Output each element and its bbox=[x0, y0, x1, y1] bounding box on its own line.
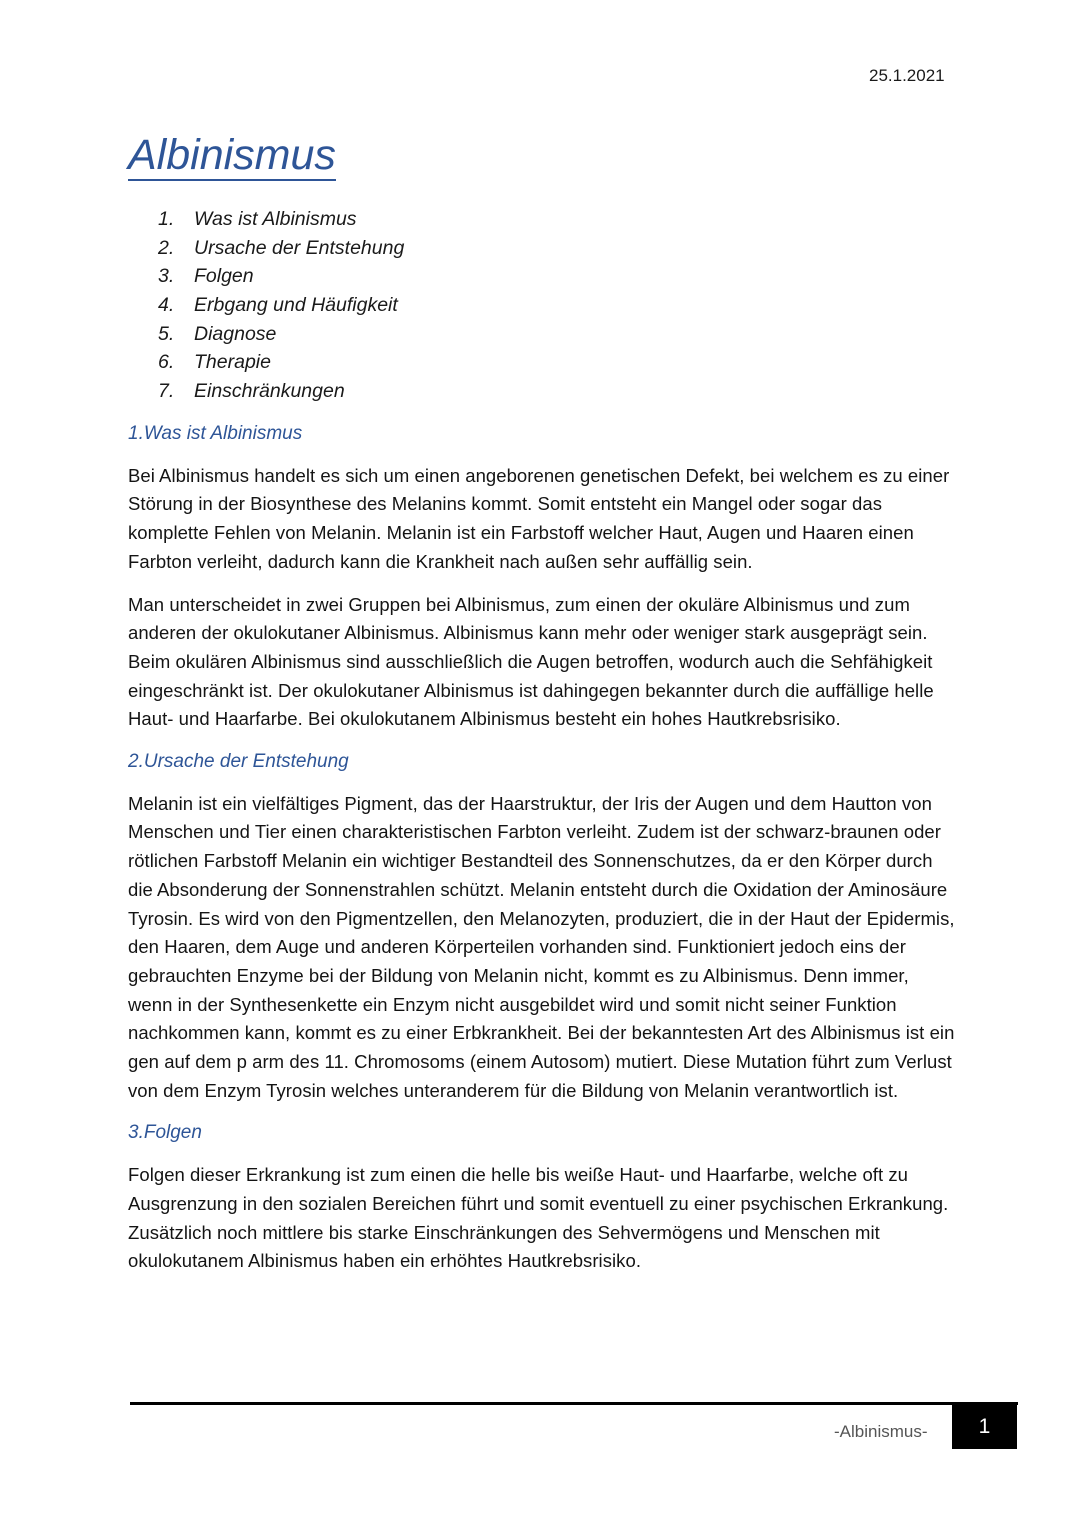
toc-item-number: 2. bbox=[158, 236, 175, 259]
toc-item bbox=[158, 377, 404, 406]
toc-item-number: 1. bbox=[158, 208, 175, 230]
toc-item-number: 3. bbox=[158, 265, 175, 288]
page-number: 1 bbox=[952, 1404, 1017, 1449]
footer-divider bbox=[130, 1402, 1018, 1405]
toc-item-label: Einschränkungen bbox=[194, 380, 345, 403]
paragraph: Man unterscheidet in zwei Gruppen bei Albinismus, zum einen der okuläre Albinismus und zum anderen der okulokutaner Albinismus. Albinismus kann mehr oder weniger stark ausgeprägt sein. Beim okulären Albinismus sind ausschließlich die Augen betroffen, wodurch auch die Sehfähigkeit eingeschränkt ist. Der okulokutaner Albinismus ist dahingegen bekannter durch die auffällige helle Haut- und Haarfarbe. Bei okulokutanem Albinismus besteht ein hohes Hautkrebsrisiko. bbox=[128, 593, 934, 730]
toc-item bbox=[158, 205, 404, 234]
section-heading: 2.Ursache der Entstehung bbox=[128, 751, 349, 773]
toc-item-label: Therapie bbox=[194, 351, 271, 374]
paragraph: Bei Albinismus handelt es sich um einen angeborenen genetischen Defekt, bei welchem es zu einer Störung in der Biosynthese des Melanins kommt. Somit entsteht ein Mangel oder sogar das komplette Fehlen von Melanin. Melanin ist ein Farbstoff welcher Haut, Augen und Haaren einen Farbton verleiht, dadurch kann die Krankheit nach außen sehr auffällig sein. bbox=[128, 464, 950, 572]
section-heading: 1.Was ist Albinismus bbox=[128, 423, 303, 444]
toc-item-label: Diagnose bbox=[194, 322, 277, 345]
toc-item-number: 7. bbox=[158, 380, 175, 403]
toc-item bbox=[158, 234, 404, 263]
toc-item-label: Ursache der Entstehung bbox=[194, 236, 405, 259]
section-folgen bbox=[128, 1119, 958, 1276]
toc-item-label: Folgen bbox=[194, 265, 254, 288]
table-of-contents bbox=[158, 205, 404, 406]
page-title: Albinismus bbox=[128, 132, 336, 181]
section-heading: 3.Folgen bbox=[128, 1122, 202, 1144]
toc-item-number: 6. bbox=[158, 351, 175, 374]
header-date: 25.1.2021 bbox=[869, 66, 945, 85]
paragraph: Melanin ist ein vielfältiges Pigment, das der Haarstruktur, der Iris der Augen und dem Hautton von Menschen und Tier einen charakteristischen Farbton verleiht. Zudem ist der schwarz-braunen oder rötlichen Farbstoff Melanin ein wichtiger Bestandteil des Sonnenschutzes, da er den Körper durch die Absonderung der Sonnenstrahlen schützt. Melanin entsteht durch die Oxidation der Aminosäure Tyrosin. Es wird von den Pigmentzellen, den Melanozyten, produziert, die in der Haut der Epidermis, den Haaren, dem Auge und anderen Körperteilen vorhanden sind. Funktioniert jedoch eins der gebrauchten Enzyme bei der Bildung von Melanin nicht, kommt es zu Albinismus. Denn immer, wenn in der Synthesenkette ein Enzym nicht ausgebildet wird und somit nicht seiner Funktion nachkommen kann, kommt es zu einer Erbkrankheit. Bei der bekanntesten Art des Albinismus ist ein gen auf dem p arm des 11. Chromosoms (einem Autosom) mutiert. Diese Mutation führt zum Verlust von dem Enzym Tyrosin welches unteranderem für die Bildung von Melanin verantwortlich ist. bbox=[128, 792, 955, 1101]
toc-item bbox=[158, 291, 404, 320]
section-ursache bbox=[128, 748, 958, 1105]
toc-item-number: 4. bbox=[158, 294, 175, 317]
toc-item bbox=[158, 348, 404, 377]
toc-item bbox=[158, 320, 404, 349]
toc-item-label: Erbgang und Häufigkeit bbox=[194, 294, 398, 317]
paragraph: Folgen dieser Erkrankung ist zum einen die helle bis weiße Haut- und Haarfarbe, welche oft zu Ausgrenzung in den sozialen Bereichen führt und somit eventuell zu einer psychischen Erkrankung. Zusätzlich noch mittlere bis starke Einschränkungen des Sehvermögens und Menschen mit okulokutanem Albinismus haben ein erhöhtes Hautkrebsrisiko. bbox=[128, 1164, 949, 1272]
toc-item-number: 5. bbox=[158, 322, 175, 345]
document-body bbox=[128, 420, 958, 1290]
section-was-ist-albinismus bbox=[128, 420, 958, 734]
toc-item-label: Was ist Albinismus bbox=[194, 208, 357, 230]
toc-item bbox=[158, 262, 404, 291]
footer-label: -Albinismus- bbox=[834, 1422, 928, 1441]
